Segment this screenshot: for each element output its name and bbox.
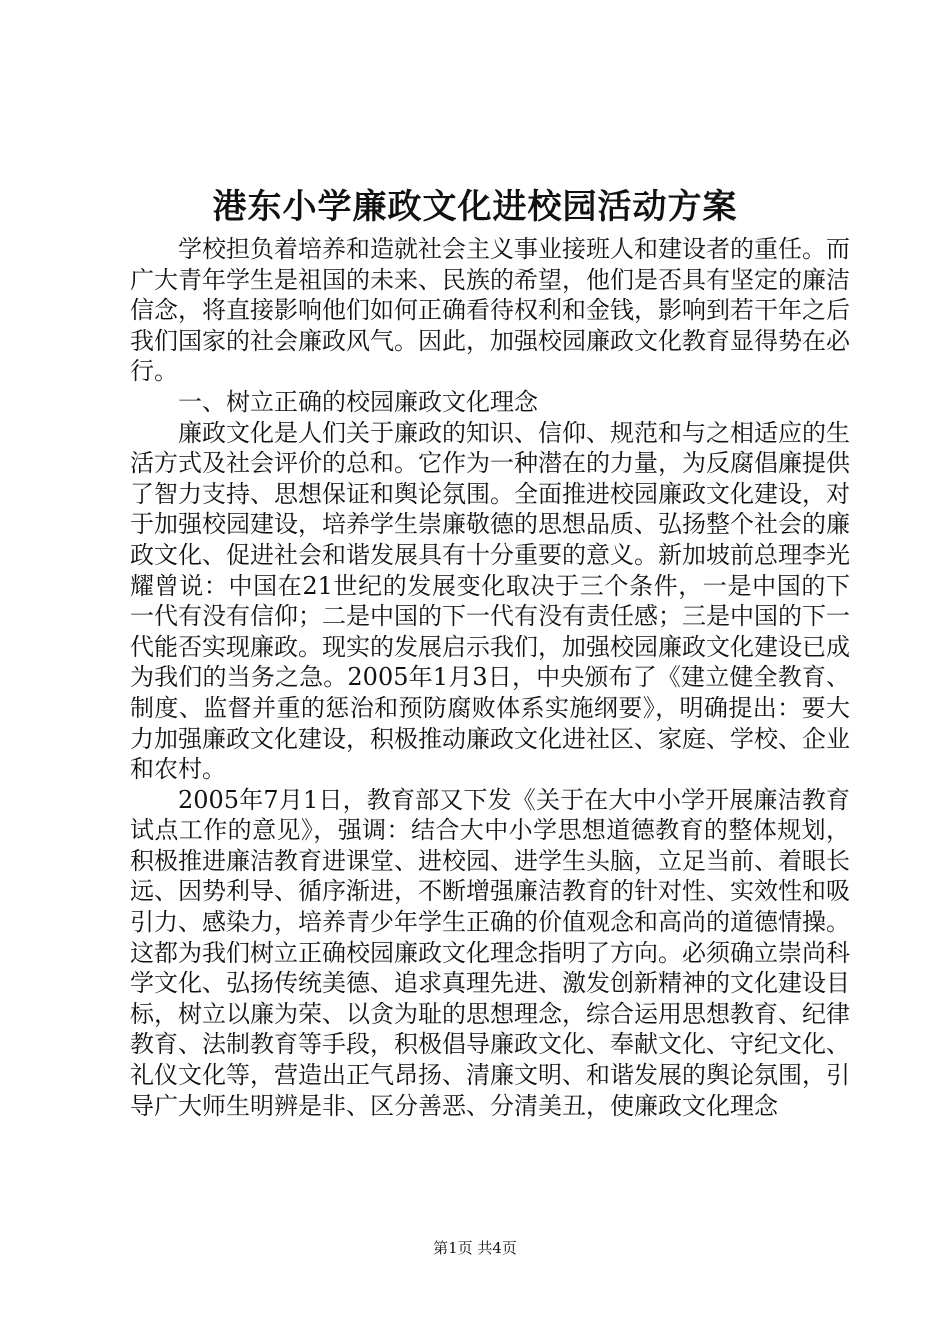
paragraph-concept: 廉政文化是人们关于廉政的知识、信仰、规范和与之相适应的生活方式及社会评价的总和。它作为一种潜在的力量，为反腐倡廉提供了智力支持、思想保证和舆论氛围。全面推进校园廉政文化建设，对于加强校园建设，培养学生崇廉敬德的思想品质、弘扬整个社会的廉政文化、促进社会和谐发展具有十分重要的意义。新加坡前总理李光耀曾说：中国在21世纪的发展变化取决于三个条件，一是中国的下一代有没有信仰；二是中国的下一代有没有责任感；三是中国的下一代能否实现廉政。现实的发展启示我们，加强校园廉政文化建设已成为我们的当务之急。2005年1月3日，中央颁布了《建立健全教育、制度、监督并重的惩治和预防腐败体系实施纲要》，明确提出：要大力加强廉政文化建设，积极推动廉政文化进社区、家庭、学校、企业和农村。 bbox=[130, 418, 850, 784]
paragraph-2005-july: 2005年7月1日，教育部又下发《关于在大中小学开展廉洁教育试点工作的意见》，强调：结合大中小学思想道德教育的整体规划，积极推进廉洁教育进课堂、进校园、进学生头脑，立足当前、着眼长远、因势利导、循序渐进，不断增强廉洁教育的针对性、实效性和吸引力、感染力，培养青少年学生正确的价值观念和高尚的道德情操。这都为我们树立正确校园廉政文化理念指明了方向。必须确立崇尚科学文化、弘扬传统美德、追求真理先进、激发创新精神的文化建设目标，树立以廉为荣、以贪为耻的思想理念，综合运用思想教育、纪律教育、法制教育等手段，积极倡导廉政文化、奉献文化、守纪文化、礼仪文化等，营造出正气昂扬、清廉文明、和谐发展的舆论氛围，引导广大师生明辨是非、区分善恶、分清美丑，使廉政文化理念 bbox=[130, 785, 850, 1120]
paragraph-intro: 学校担负着培养和造就社会主义事业接班人和建设者的重任。而广大青年学生是祖国的未来、民族的希望，他们是否具有坚定的廉洁信念，将直接影响他们如何正确看待权利和金钱，影响到若干年之后我们国家的社会廉政风气。因此，加强校园廉政文化教育显得势在必行。 bbox=[130, 235, 850, 386]
page-footer: 第1页 共4页 bbox=[433, 1239, 517, 1257]
document-title: 港东小学廉政文化进校园活动方案 bbox=[212, 187, 738, 227]
section-heading-1: 一、树立正确的校园廉政文化理念 bbox=[178, 387, 538, 416]
document-body bbox=[130, 234, 850, 1121]
